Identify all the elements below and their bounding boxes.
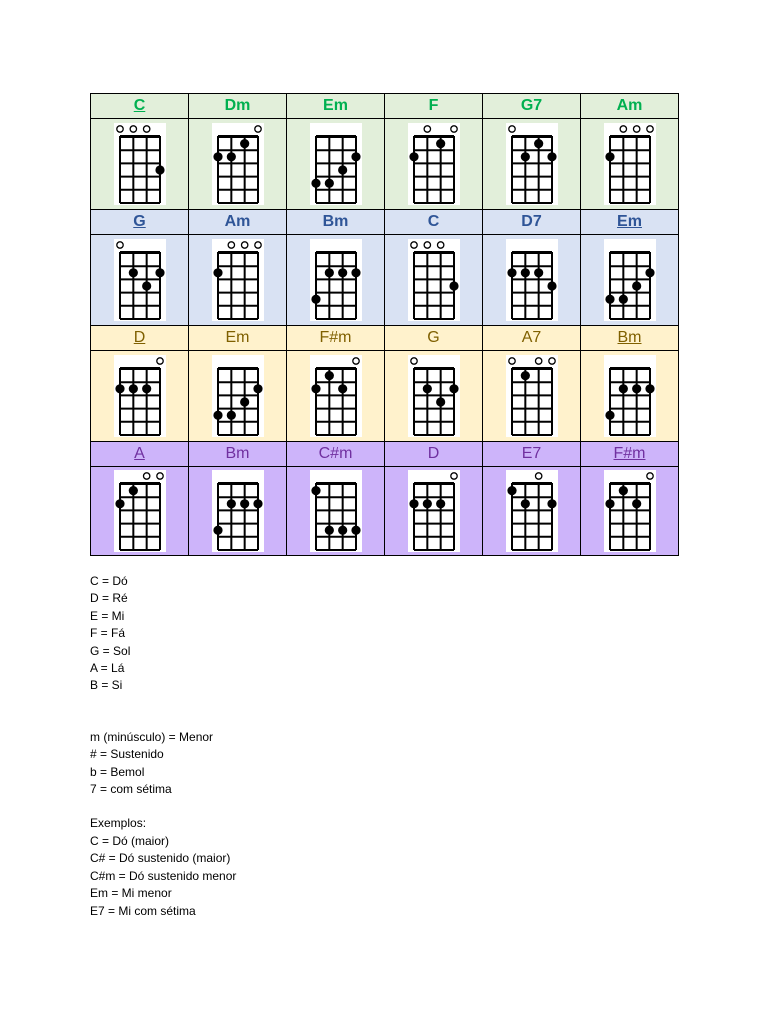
finger-dot <box>605 152 614 161</box>
chord-name: Em <box>323 97 348 114</box>
chord-name-cell <box>385 442 483 467</box>
finger-dot <box>338 526 347 535</box>
finger-dot <box>436 139 445 148</box>
chord-diagram-cell <box>287 119 385 210</box>
finger-dot <box>226 411 235 420</box>
chord-name: Em <box>225 329 250 346</box>
open-string-marker <box>143 126 149 132</box>
open-string-marker <box>450 126 456 132</box>
chord-diagram-row <box>91 119 679 210</box>
chord-diagram-cell <box>91 119 189 210</box>
finger-dot <box>128 268 137 277</box>
open-string-marker <box>254 242 260 248</box>
chord-name-cell <box>581 210 679 235</box>
chord-diagram <box>506 470 558 552</box>
chord-diagram <box>212 470 264 552</box>
chord-name-cell <box>385 94 483 119</box>
open-string-marker <box>254 126 260 132</box>
chord-diagram-cell <box>385 119 483 210</box>
finger-dot <box>605 295 614 304</box>
chord-name: Dm <box>224 97 251 114</box>
open-string-marker <box>116 242 122 248</box>
finger-dot <box>324 179 333 188</box>
chord-diagram-cell <box>483 467 581 556</box>
chord-diagram-cell <box>189 119 287 210</box>
finger-dot <box>632 499 641 508</box>
chord-name-cell <box>189 210 287 235</box>
chord-name-cell <box>581 326 679 351</box>
note-f: F = Fá <box>90 626 126 641</box>
finger-dot <box>253 384 262 393</box>
open-string-marker <box>535 358 541 364</box>
open-string-marker <box>548 358 554 364</box>
finger-dot <box>618 486 627 495</box>
finger-dot <box>128 486 137 495</box>
chord-name-cell <box>91 326 189 351</box>
chord-name-cell <box>385 326 483 351</box>
open-string-marker <box>156 473 162 479</box>
open-string-marker <box>156 358 162 364</box>
example-2: C# = Dó sustenido (maior) <box>90 851 231 866</box>
open-string-marker <box>352 358 358 364</box>
finger-dot <box>311 179 320 188</box>
example-5: E7 = Mi com sétima <box>90 903 196 918</box>
chord-name-row <box>91 210 679 235</box>
finger-dot <box>324 526 333 535</box>
chord-diagram <box>506 239 558 321</box>
finger-dot <box>632 281 641 290</box>
chord-name: D <box>427 445 440 462</box>
chord-name: Bm <box>617 329 642 346</box>
chord-diagram <box>114 355 166 437</box>
finger-dot <box>240 499 249 508</box>
chord-diagram-cell <box>483 119 581 210</box>
note-b: B = Si <box>90 678 123 693</box>
chord-chart-table <box>90 93 679 556</box>
finger-dot <box>155 268 164 277</box>
chord-diagram <box>408 239 460 321</box>
finger-dot <box>422 499 431 508</box>
chord-name: Em <box>617 213 642 230</box>
chord-diagram-cell <box>385 351 483 442</box>
finger-dot <box>422 384 431 393</box>
finger-dot <box>226 499 235 508</box>
chord-name-row <box>91 442 679 467</box>
note-g: G = Sol <box>90 643 131 658</box>
chord-diagram <box>310 239 362 321</box>
chord-name: G <box>133 213 146 230</box>
finger-dot <box>632 384 641 393</box>
finger-dot <box>115 384 124 393</box>
example-3: C#m = Dó sustenido menor <box>90 868 237 883</box>
examples-heading: Exemplos: <box>90 816 147 831</box>
chord-name: E7 <box>521 445 542 462</box>
chord-name: D7 <box>521 213 542 230</box>
chord-diagram <box>310 470 362 552</box>
chord-diagram <box>114 239 166 321</box>
finger-dot <box>338 384 347 393</box>
chord-diagram-cell <box>483 351 581 442</box>
finger-dot <box>547 152 556 161</box>
note-d: D = Ré <box>90 591 128 606</box>
finger-dot <box>240 397 249 406</box>
chord-name: Am <box>616 97 643 114</box>
open-string-marker <box>633 126 639 132</box>
chord-name-row <box>91 94 679 119</box>
chord-diagram-cell <box>91 351 189 442</box>
finger-dot <box>324 268 333 277</box>
open-string-marker <box>241 242 247 248</box>
chord-name-cell <box>287 326 385 351</box>
finger-dot <box>311 295 320 304</box>
chord-name-row <box>91 326 679 351</box>
finger-dot <box>645 268 654 277</box>
chord-name: Am <box>224 213 251 230</box>
chord-diagram-cell <box>385 235 483 326</box>
open-string-marker <box>410 358 416 364</box>
symbol-flat: b = Bemol <box>90 764 145 779</box>
chord-diagram-cell <box>581 351 679 442</box>
finger-dot <box>507 268 516 277</box>
chord-name-cell <box>483 442 581 467</box>
chord-diagram-cell <box>581 467 679 556</box>
chord-name: F#m <box>319 329 352 346</box>
chord-diagram <box>310 123 362 205</box>
chord-diagram <box>604 123 656 205</box>
chord-name-cell <box>287 442 385 467</box>
chord-name: F <box>428 97 439 114</box>
chord-name: Bm <box>322 213 349 230</box>
finger-dot <box>240 139 249 148</box>
finger-dot <box>213 526 222 535</box>
open-string-marker <box>410 242 416 248</box>
open-string-marker <box>508 126 514 132</box>
finger-dot <box>605 499 614 508</box>
chord-name-cell <box>189 326 287 351</box>
chord-name: A <box>134 445 145 462</box>
chord-name: G7 <box>520 97 543 114</box>
chord-diagram-cell <box>287 351 385 442</box>
chord-name-cell <box>91 94 189 119</box>
finger-dot <box>338 268 347 277</box>
finger-dot <box>253 499 262 508</box>
chord-diagram-cell <box>91 467 189 556</box>
finger-dot <box>618 295 627 304</box>
chord-diagram <box>604 355 656 437</box>
chord-name-cell <box>287 94 385 119</box>
chord-name: G <box>427 329 440 346</box>
chord-diagram <box>114 470 166 552</box>
chord-name-cell <box>581 94 679 119</box>
note-a: A = Lá <box>90 661 125 676</box>
chord-diagram <box>408 355 460 437</box>
open-string-marker <box>620 126 626 132</box>
finger-dot <box>520 152 529 161</box>
finger-dot <box>311 384 320 393</box>
finger-dot <box>142 384 151 393</box>
chord-name-cell <box>287 210 385 235</box>
finger-dot <box>351 268 360 277</box>
chord-name: D <box>133 329 146 346</box>
finger-dot <box>115 499 124 508</box>
finger-dot <box>213 411 222 420</box>
chord-name-cell <box>483 326 581 351</box>
chord-name-cell <box>189 94 287 119</box>
open-string-marker <box>228 242 234 248</box>
finger-dot <box>324 371 333 380</box>
chord-name: Bm <box>225 445 250 462</box>
chord-diagram-cell <box>91 235 189 326</box>
chord-name-cell <box>189 442 287 467</box>
finger-dot <box>534 139 543 148</box>
chord-name: C#m <box>318 445 353 462</box>
finger-dot <box>547 281 556 290</box>
finger-dot <box>311 486 320 495</box>
finger-dot <box>226 152 235 161</box>
chord-diagram-cell <box>483 235 581 326</box>
chord-diagram <box>408 470 460 552</box>
open-string-marker <box>424 242 430 248</box>
finger-dot <box>436 397 445 406</box>
open-string-marker <box>450 473 456 479</box>
open-string-marker <box>130 126 136 132</box>
finger-dot <box>520 499 529 508</box>
chord-diagram-cell <box>189 351 287 442</box>
chord-diagram <box>212 355 264 437</box>
example-4: Em = Mi menor <box>90 886 172 901</box>
chord-diagram <box>310 355 362 437</box>
open-string-marker <box>646 473 652 479</box>
open-string-marker <box>143 473 149 479</box>
chord-diagram-row <box>91 235 679 326</box>
chord-diagram <box>506 355 558 437</box>
chord-diagram-cell <box>581 119 679 210</box>
finger-dot <box>507 486 516 495</box>
open-string-marker <box>116 126 122 132</box>
chord-name: A7 <box>521 329 542 346</box>
note-c: C = Dó <box>90 574 128 588</box>
chord-name-cell <box>91 442 189 467</box>
symbol-minor: m (minúsculo) = Menor <box>90 729 214 744</box>
chord-diagram <box>506 123 558 205</box>
finger-dot <box>547 499 556 508</box>
symbol-seventh: 7 = com sétima <box>90 782 172 797</box>
chord-diagram-cell <box>385 467 483 556</box>
chord-diagram-cell <box>189 235 287 326</box>
chord-diagram <box>408 123 460 205</box>
finger-dot <box>213 268 222 277</box>
example-1: C = Dó (maior) <box>90 833 170 848</box>
chord-diagram <box>212 123 264 205</box>
finger-dot <box>436 499 445 508</box>
chord-name-cell <box>91 210 189 235</box>
open-string-marker <box>508 358 514 364</box>
note-e: E = Mi <box>90 608 125 623</box>
chord-diagram-row <box>91 467 679 556</box>
finger-dot <box>449 384 458 393</box>
chord-name: F#m <box>613 445 646 462</box>
finger-dot <box>409 499 418 508</box>
finger-dot <box>520 371 529 380</box>
chord-diagram-cell <box>581 235 679 326</box>
finger-dot <box>351 526 360 535</box>
finger-dot <box>351 152 360 161</box>
chord-diagram-cell <box>287 467 385 556</box>
finger-dot <box>155 165 164 174</box>
open-string-marker <box>646 126 652 132</box>
finger-dot <box>645 384 654 393</box>
finger-dot <box>520 268 529 277</box>
symbol-sharp: # = Sustenido <box>90 747 164 762</box>
open-string-marker <box>424 126 430 132</box>
finger-dot <box>338 165 347 174</box>
finger-dot <box>128 384 137 393</box>
chord-name-cell <box>581 442 679 467</box>
chord-name: C <box>427 213 440 230</box>
chord-name-cell <box>483 210 581 235</box>
open-string-marker <box>437 242 443 248</box>
finger-dot <box>213 152 222 161</box>
chord-diagram-cell <box>287 235 385 326</box>
chord-name-cell <box>385 210 483 235</box>
chord-diagram <box>212 239 264 321</box>
finger-dot <box>618 384 627 393</box>
finger-dot <box>605 411 614 420</box>
chord-diagram-row <box>91 351 679 442</box>
finger-dot <box>534 268 543 277</box>
chord-diagram-cell <box>189 467 287 556</box>
chord-diagram <box>604 239 656 321</box>
legend <box>90 573 236 920</box>
finger-dot <box>449 281 458 290</box>
chord-diagram <box>114 123 166 205</box>
open-string-marker <box>535 473 541 479</box>
chord-name-cell <box>483 94 581 119</box>
chord-name: C <box>133 97 146 114</box>
finger-dot <box>142 281 151 290</box>
chord-diagram <box>604 470 656 552</box>
finger-dot <box>409 152 418 161</box>
